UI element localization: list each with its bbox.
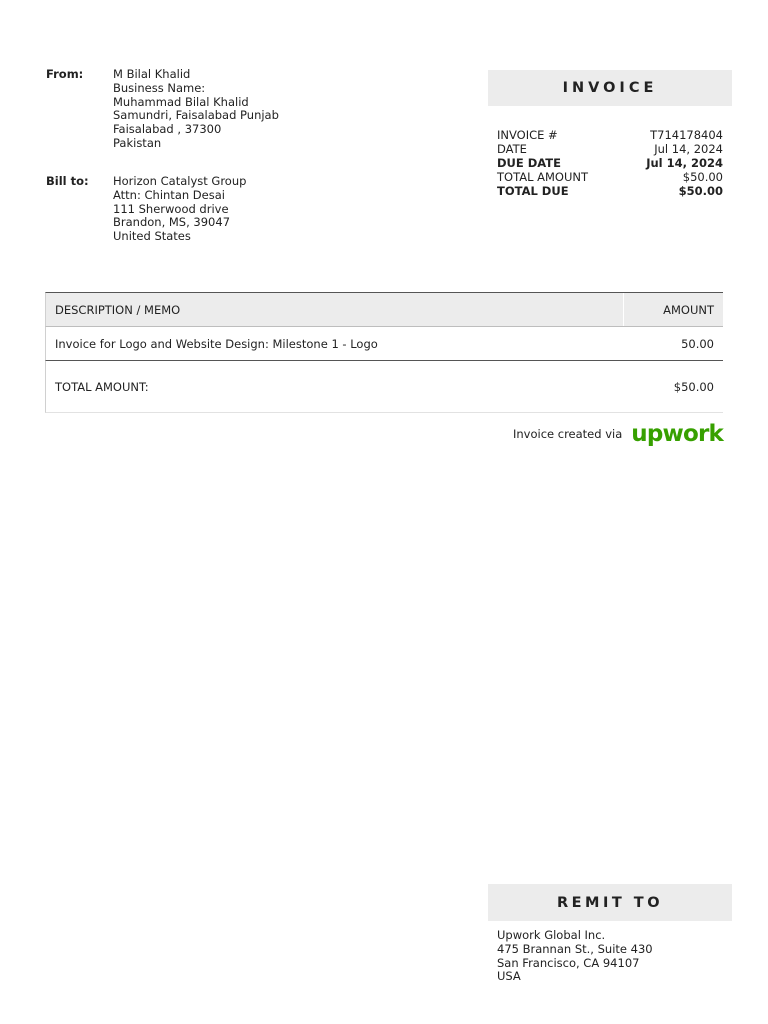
- meta-label: DATE: [497, 142, 527, 156]
- meta-value: $50.00: [682, 170, 723, 184]
- bill-to-line: 111 Sherwood drive: [113, 201, 229, 216]
- date-row: [497, 142, 723, 156]
- amount-header: AMOUNT: [663, 302, 714, 317]
- from-line: Muhammad Bilal Khalid: [113, 94, 249, 109]
- row-amount: 50.00: [681, 336, 714, 351]
- bill-to-address: [113, 175, 246, 244]
- meta-label: INVOICE #: [497, 128, 558, 142]
- bill-to-label: Bill to:: [46, 174, 89, 188]
- bill-to-line: Brandon, MS, 39047: [113, 215, 231, 230]
- meta-value: $50.00: [678, 184, 723, 198]
- remit-line: San Francisco, CA 94107: [497, 955, 640, 970]
- meta-label: TOTAL DUE: [497, 184, 569, 198]
- meta-value: T714178404: [650, 128, 723, 142]
- meta-value: Jul 14, 2024: [646, 156, 723, 170]
- total-due-row: [497, 184, 723, 198]
- total-amount-row: [497, 170, 723, 184]
- bill-to-line: Attn: Chintan Desai: [113, 187, 225, 202]
- from-line: Faisalabad , 37300: [113, 122, 222, 137]
- meta-value: Jul 14, 2024: [654, 142, 723, 156]
- bill-to-line: United States: [113, 229, 191, 244]
- remit-to-title: REMIT TO: [488, 884, 732, 921]
- total-label: TOTAL AMOUNT:: [55, 379, 149, 394]
- items-table: [45, 292, 723, 413]
- invoice-meta: [497, 128, 723, 198]
- from-line: Pakistan: [113, 135, 162, 150]
- table-header: [45, 292, 723, 326]
- from-line: M Bilal Khalid: [113, 67, 191, 81]
- remit-line: Upwork Global Inc.: [497, 928, 606, 942]
- total-value: $50.00: [673, 379, 714, 394]
- table-total-row: [45, 360, 723, 413]
- description-header: DESCRIPTION / MEMO: [46, 293, 624, 326]
- from-line: Business Name:: [113, 80, 206, 95]
- invoice-title: INVOICE: [488, 70, 732, 106]
- meta-label: TOTAL AMOUNT: [497, 170, 589, 184]
- from-label: From:: [46, 67, 84, 81]
- remit-line: 475 Brannan St., Suite 430: [497, 941, 653, 956]
- table-row: [45, 326, 723, 360]
- row-description: Invoice for Logo and Website Design: Milestone 1 - Logo: [55, 336, 378, 351]
- invoice-number-row: [497, 128, 723, 142]
- upwork-logo: upwork: [631, 421, 723, 447]
- created-via: [480, 421, 723, 447]
- remit-to-address: [497, 929, 653, 984]
- due-date-row: [497, 156, 723, 170]
- meta-label: DUE DATE: [497, 156, 561, 170]
- created-via-text: Invoice created via: [512, 427, 623, 441]
- from-address: [113, 68, 279, 151]
- remit-line: USA: [497, 969, 521, 984]
- bill-to-line: Horizon Catalyst Group: [113, 174, 247, 188]
- from-line: Samundri, Faisalabad Punjab: [113, 108, 279, 123]
